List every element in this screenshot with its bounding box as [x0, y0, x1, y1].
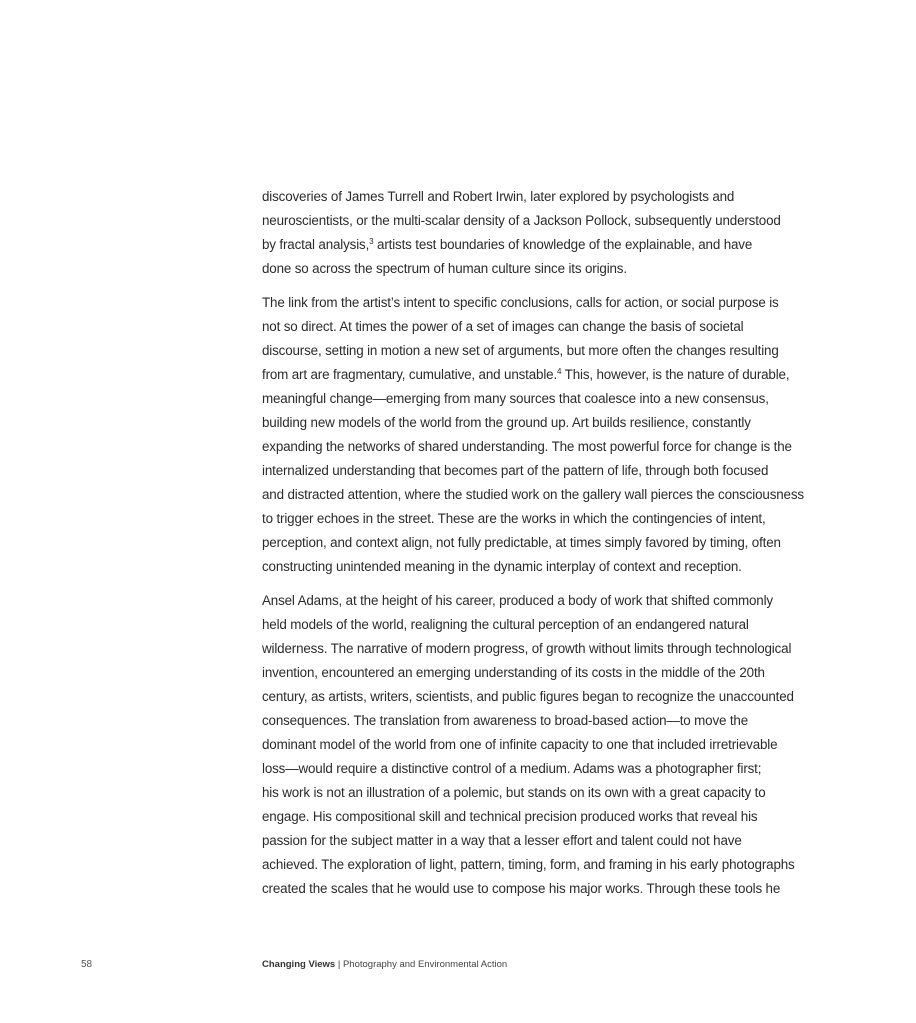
- book-subtitle: Photography and Environmental Action: [342, 959, 508, 970]
- text-line: expanding the networks of shared understanding. The most powerful force for change is the: [262, 439, 792, 454]
- text-line: done so across the spectrum of human culture since its origins.: [262, 261, 627, 276]
- book-title: Changing Views: [262, 959, 336, 970]
- text-segment: by fractal analysis,: [262, 237, 370, 252]
- text-line: meaningful change—emerging from many sources that coalesce into a new consensus,: [262, 391, 769, 406]
- text-line: invention, encountered an emerging understanding of its costs in the middle of the 20th: [262, 665, 765, 680]
- page-number: 58: [81, 959, 93, 970]
- text-line: loss—would require a distinctive control of a medium. Adams was a photographer first;: [262, 761, 762, 776]
- text-line: century, as artists, writers, scientists, and public figures began to recognize the unaccounted: [262, 689, 794, 704]
- paragraph-1: [262, 185, 822, 281]
- text-line: his work is not an illustration of a polemic, but stands on its own with a great capacity to: [262, 785, 766, 800]
- text-line: [262, 233, 822, 257]
- text-line: held models of the world, realigning the cultural perception of an endangered natural: [262, 617, 749, 632]
- text-segment: This, however, is the nature of durable,: [561, 367, 790, 382]
- paragraph-2: [262, 291, 822, 579]
- footer-separator: |: [335, 959, 343, 970]
- text-line: building new models of the world from the ground up. Art builds resilience, constantly: [262, 415, 751, 430]
- text-line: engage. His compositional skill and technical precision produced works that reveal his: [262, 809, 758, 824]
- text-line: [262, 363, 822, 387]
- text-line: and distracted attention, where the studied work on the gallery wall pierces the consciousness: [262, 487, 804, 502]
- text-line: discourse, setting in motion a new set of arguments, but more often the changes resulting: [262, 343, 779, 358]
- text-segment: from art are fragmentary, cumulative, and unstable.: [262, 367, 558, 382]
- text-line: discoveries of James Turrell and Robert Irwin, later explored by psychologists and: [262, 189, 735, 204]
- text-line: wilderness. The narrative of modern progress, of growth without limits through technological: [262, 641, 792, 656]
- text-segment: artists test boundaries of knowledge of the explainable, and have: [373, 237, 753, 252]
- body-text: [262, 185, 822, 911]
- text-line: Ansel Adams, at the height of his career, produced a body of work that shifted commonly: [262, 593, 773, 608]
- text-line: consequences. The translation from awareness to broad-based action—to move the: [262, 713, 749, 728]
- text-line: internalized understanding that becomes part of the pattern of life, through both focused: [262, 463, 769, 478]
- text-line: not so direct. At times the power of a set of images can change the basis of societal: [262, 319, 744, 334]
- text-line: constructing unintended meaning in the dynamic interplay of context and reception.: [262, 559, 742, 574]
- text-line: neuroscientists, or the multi-scalar density of a Jackson Pollock, subsequently understood: [262, 213, 781, 228]
- text-line: perception, and context align, not fully predictable, at times simply favored by timing, often: [262, 535, 781, 550]
- text-line: achieved. The exploration of light, pattern, timing, form, and framing in his early photographs: [262, 857, 795, 872]
- text-line: created the scales that he would use to compose his major works. Through these tools he: [262, 881, 781, 896]
- text-line: The link from the artist’s intent to specific conclusions, calls for action, or social purpose is: [262, 295, 779, 310]
- paragraph-3: [262, 589, 822, 901]
- text-line: passion for the subject matter in a way that a lesser effort and talent could not have: [262, 833, 742, 848]
- text-line: dominant model of the world from one of infinite capacity to one that included irretrievable: [262, 737, 778, 752]
- running-footer: [262, 959, 507, 970]
- footnote-ref-3[interactable]: 3: [369, 237, 374, 246]
- text-line: to trigger echoes in the street. These are the works in which the contingencies of intent,: [262, 511, 766, 526]
- footnote-ref-4[interactable]: 4: [557, 367, 562, 376]
